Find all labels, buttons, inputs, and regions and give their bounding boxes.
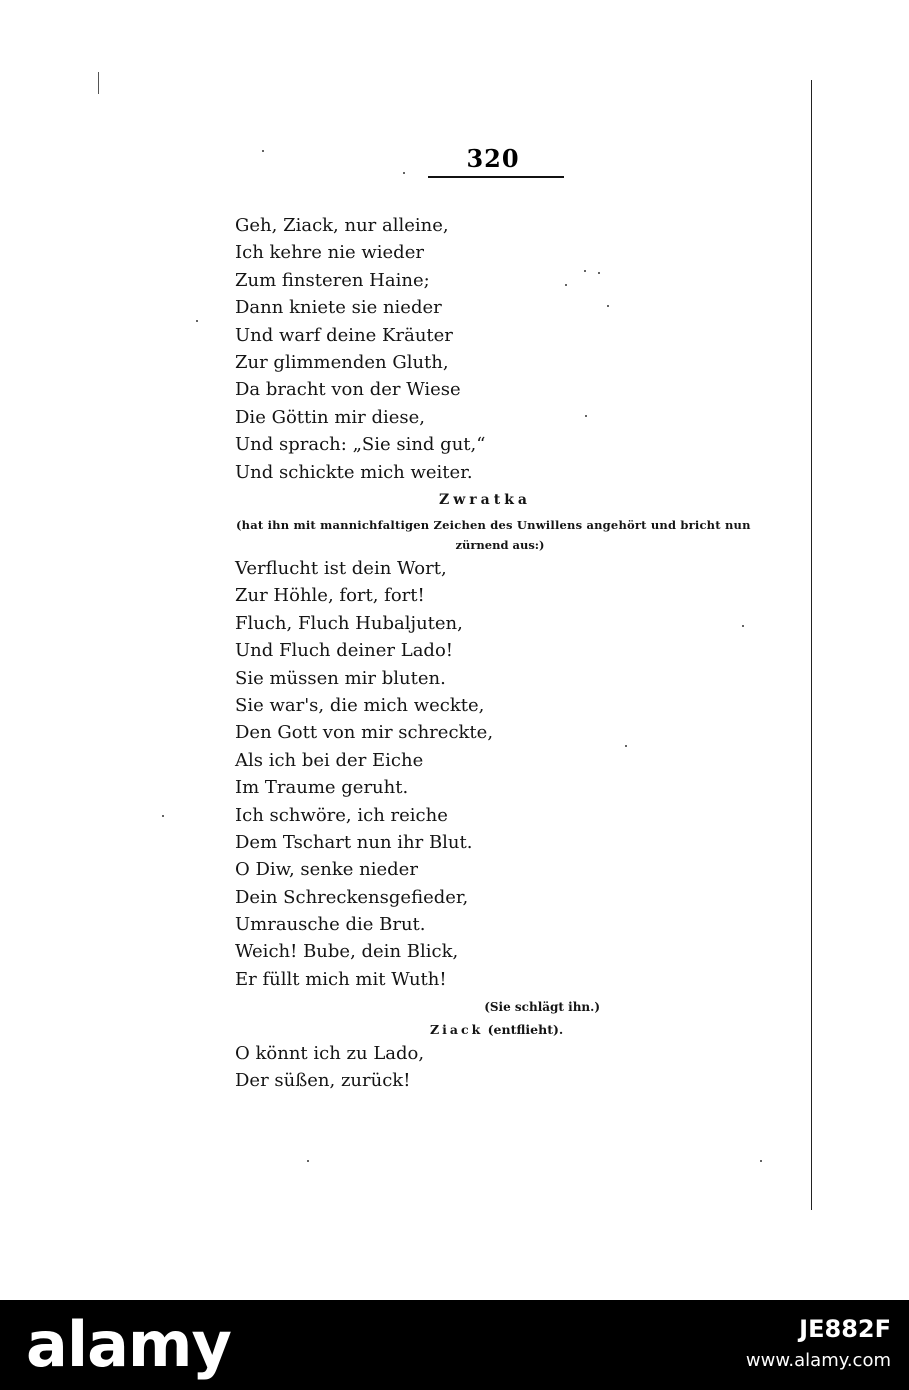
scan-speck	[607, 305, 609, 307]
verse-line: Umrausche die Brut.	[235, 914, 426, 936]
verse-line: Fluch, Fluch Hubaljuten,	[235, 612, 463, 634]
watermark-url: www.alamy.com	[745, 1350, 891, 1371]
verse-line: Und sprach: „Sie sind gut,“	[235, 434, 486, 456]
verse-line: O Diw, senke nieder	[235, 859, 418, 881]
stage-direction: (Sie schlägt ihn.)	[484, 1000, 600, 1014]
verse-line: Da bracht von der Wiese	[235, 379, 461, 401]
verse-line: Ich kehre nie wieder	[235, 242, 424, 264]
speaker-name: Zwratka	[439, 492, 531, 508]
speaker-line	[430, 1022, 563, 1037]
verse-line: Sie müssen mir bluten.	[235, 667, 446, 689]
verse-line: Und warf deine Kräuter	[235, 324, 453, 346]
stage-direction: (entflieht).	[487, 1022, 564, 1037]
scan-speck	[262, 150, 264, 152]
scan-speck	[742, 625, 744, 627]
header-rule	[428, 176, 564, 178]
verse-block-3	[235, 1040, 424, 1095]
verse-line: Und schickte mich weiter.	[235, 461, 473, 483]
scan-speck	[162, 815, 164, 817]
verse-line: Der süßen, zurück!	[235, 1070, 411, 1092]
verse-line: Sie war's, die mich weckte,	[235, 694, 485, 716]
scan-speck	[565, 284, 567, 286]
scan-speck	[196, 320, 198, 322]
scan-speck	[760, 1160, 762, 1162]
watermark-bar	[0, 1300, 909, 1390]
scan-speck	[307, 1160, 309, 1162]
page-edge-rule	[811, 80, 812, 1210]
verse-line: Den Gott von mir schreckte,	[235, 722, 494, 744]
verse-line: Weich! Bube, dein Blick,	[235, 941, 459, 963]
alamy-logo: alamy	[26, 1308, 231, 1381]
verse-line: Im Traume geruht.	[235, 777, 409, 799]
verse-line: Als ich bei der Eiche	[235, 749, 424, 771]
verse-line: Dann kniete sie nieder	[235, 297, 442, 319]
verse-line: Und Fluch deiner Lado!	[235, 640, 454, 662]
margin-mark	[98, 72, 99, 94]
verse-line: O könnt ich zu Lado,	[235, 1043, 425, 1064]
verse-line: Dein Schreckensgefieder,	[235, 886, 469, 908]
scan-speck	[598, 272, 600, 274]
verse-block-2	[235, 555, 493, 993]
verse-line: Dem Tschart nun ihr Blut.	[235, 831, 473, 853]
scan-speck	[403, 172, 405, 174]
verse-line: Zur glimmenden Gluth,	[235, 351, 449, 373]
verse-line: Zur Höhle, fort, fort!	[235, 585, 425, 607]
page-number: 320	[466, 144, 520, 173]
verse-line: Verflucht ist dein Wort,	[235, 558, 447, 579]
verse-line: Er füllt mich mit Wuth!	[235, 968, 447, 990]
verse-line: Zum finsteren Haine;	[235, 269, 430, 291]
scan-speck	[625, 745, 627, 747]
scan-speck	[585, 415, 587, 417]
verse-block-1	[235, 212, 485, 486]
verse-line: Geh, Ziack, nur alleine,	[235, 215, 449, 236]
stage-direction-line: (hat ihn mit mannichfaltigen Zeichen des Unwillens angehört und bricht nun	[236, 518, 751, 532]
scan-speck	[584, 270, 586, 272]
verse-line: Die Göttin mir diese,	[235, 406, 426, 428]
image-id: JE882F	[799, 1315, 891, 1343]
stage-direction-line: zürnend aus:)	[455, 538, 545, 552]
speaker-name: Ziack	[430, 1022, 484, 1037]
verse-line: Ich schwöre, ich reiche	[235, 804, 448, 826]
